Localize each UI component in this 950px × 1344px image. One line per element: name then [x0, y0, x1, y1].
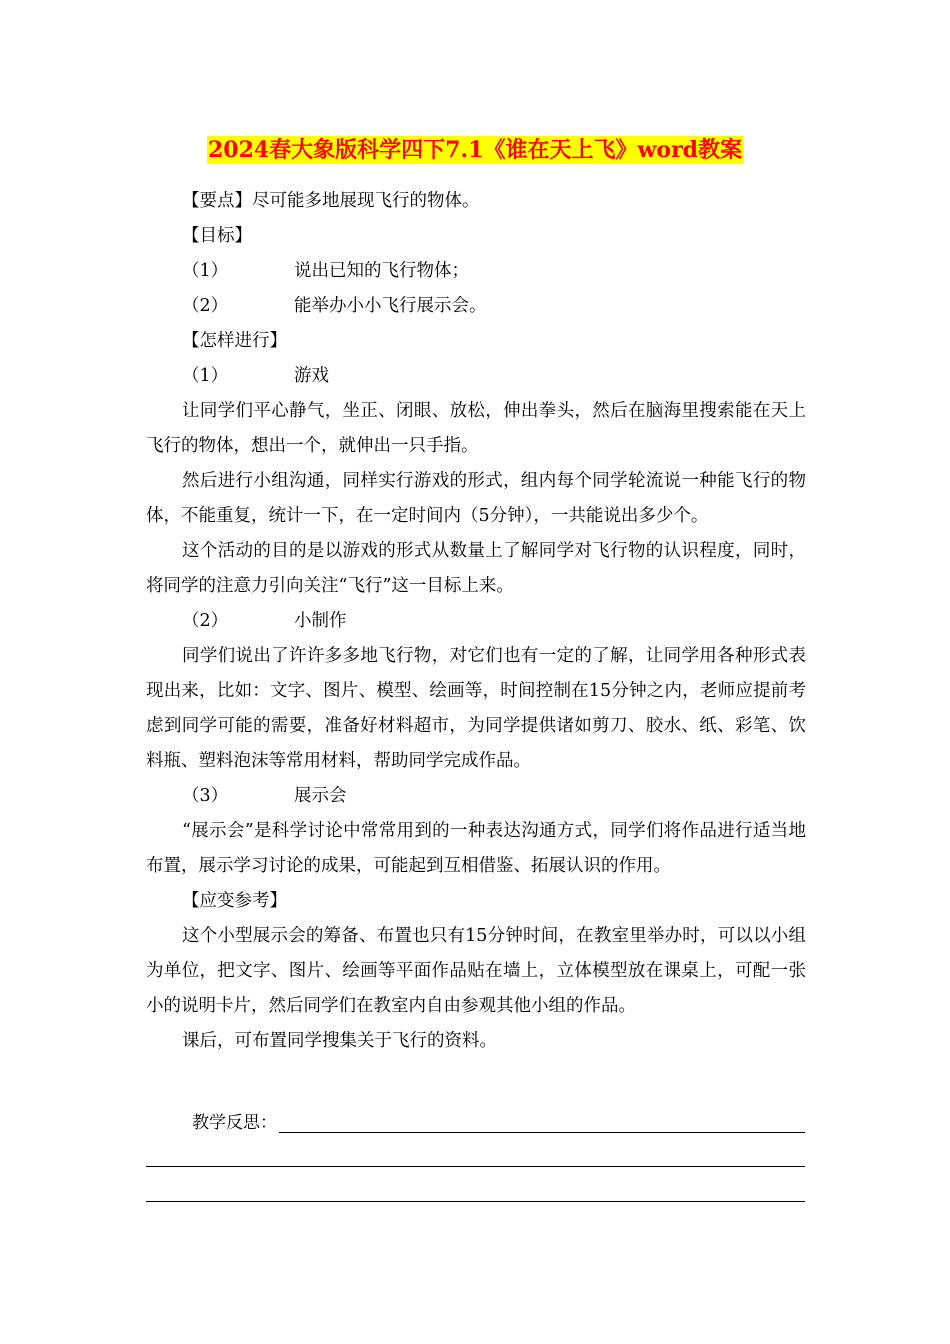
document-title: 2024春大象版科学四下7.1《谁在天上飞》word教案	[207, 137, 743, 163]
paragraph: 然后进行小组沟通，同样实行游戏的形式，组内每个同学轮流说一种能飞行的物体，不能重复，统计一下，在一定时间内（5分钟），一共能说出多少个。	[146, 471, 806, 526]
section-title: 小制作	[294, 611, 347, 631]
goal-item	[146, 254, 806, 289]
goals-heading: 【目标】	[182, 226, 252, 246]
goal-text: 说出已知的飞行物体；	[294, 261, 469, 281]
title-container	[0, 136, 950, 164]
paragraph: 这个小型展示会的筹备、布置也只有15分钟时间，在教室里举办时，可以以小组为单位，把文字、图片、绘画等平面作品贴在墙上，立体模型放在课桌上，可配一张小的说明卡片，然后同学们在教室内自由参观其他小组的作品。	[146, 926, 806, 1016]
section-heading	[146, 779, 806, 814]
goal-number: （1）	[182, 261, 229, 281]
goal-number: （2）	[182, 296, 229, 316]
reflection-row	[146, 1113, 805, 1133]
reflection-label: 教学反思：	[192, 1113, 277, 1133]
goal-text: 能举办小小飞行展示会。	[294, 296, 487, 316]
process-heading: 【怎样进行】	[182, 331, 287, 351]
section-title: 游戏	[294, 366, 329, 386]
paragraph: 让同学们平心静气，坐正、闭眼、放松，伸出拳头，然后在脑海里搜索能在天上飞行的物体，想出一个，就伸出一只手指。	[146, 401, 806, 456]
section-number: （1）	[182, 366, 229, 386]
key-point: 【要点】尽可能多地展现飞行的物体。	[182, 191, 480, 211]
goal-item	[146, 289, 806, 324]
section-heading	[146, 359, 806, 394]
reflection-blank-line[interactable]	[146, 1201, 805, 1202]
reference-heading: 【应变参考】	[182, 891, 287, 911]
paragraph: 课后，可布置同学搜集关于飞行的资料。	[182, 1031, 497, 1051]
document-body	[146, 184, 806, 1059]
paragraph: “展示会”是科学讨论中常常用到的一种表达沟通方式，同学们将作品进行适当地布置，展示学习讨论的成果，可能起到互相借鉴、拓展认识的作用。	[146, 821, 806, 876]
section-number: （2）	[182, 611, 229, 631]
reflection-fill-line[interactable]	[279, 1114, 805, 1133]
section-title: 展示会	[294, 786, 347, 806]
teaching-reflection	[146, 1113, 805, 1133]
paragraph: 这个活动的目的是以游戏的形式从数量上了解同学对飞行物的认识程度，同时，将同学的注意力引向关注“飞行”这一目标上来。	[146, 541, 806, 596]
section-heading	[146, 604, 806, 639]
paragraph: 同学们说出了许许多多地飞行物，对它们也有一定的了解，让同学用各种形式表现出来，比如：文字、图片、模型、绘画等，时间控制在15分钟之内，老师应提前考虑到同学可能的需要，准备好材料超市，为同学提供诸如剪刀、胶水、纸、彩笔、饮料瓶、塑料泡沫等常用材料，帮助同学完成作品。	[146, 646, 806, 771]
section-number: （3）	[182, 786, 229, 806]
reflection-blank-line[interactable]	[146, 1166, 805, 1167]
